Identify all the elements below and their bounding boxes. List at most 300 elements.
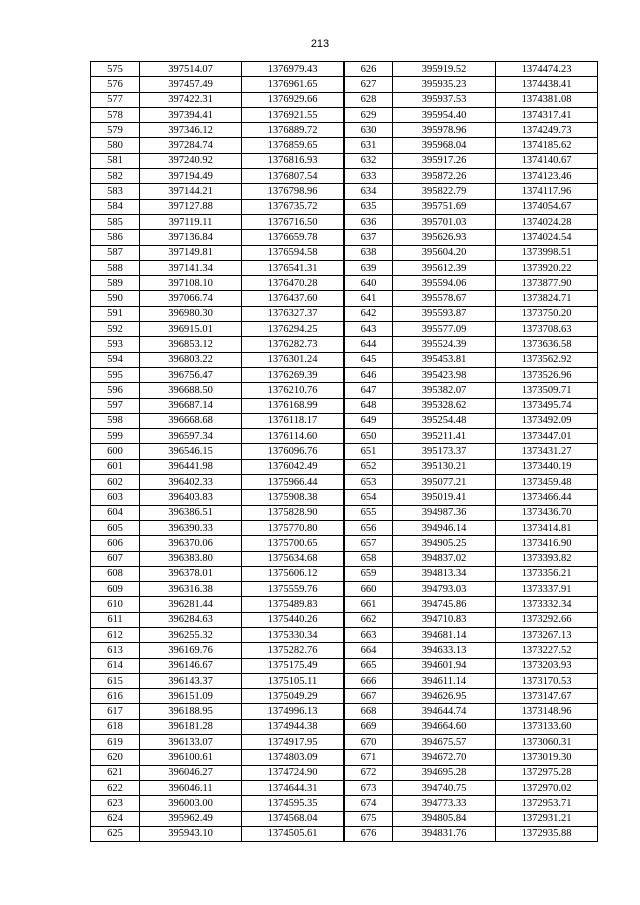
y-coordinate-cell: 1373492.09 [496, 413, 598, 428]
x-coordinate-cell: 397108.10 [140, 276, 242, 291]
x-coordinate-cell: 397240.92 [140, 153, 242, 168]
y-coordinate-cell: 1374724.90 [242, 765, 344, 780]
point-number-cell: 669 [345, 719, 393, 734]
y-coordinate-cell: 1373356.21 [496, 566, 598, 581]
x-coordinate-cell: 396803.22 [140, 352, 242, 367]
y-coordinate-cell: 1376929.66 [242, 92, 344, 107]
y-coordinate-cell: 1372953.71 [496, 796, 598, 811]
x-coordinate-cell: 394672.70 [393, 750, 496, 765]
y-coordinate-cell: 1374505.61 [242, 826, 344, 841]
table-row [345, 704, 598, 719]
point-number-cell: 650 [345, 429, 393, 444]
table-row [345, 429, 598, 444]
point-number-cell: 636 [345, 214, 393, 229]
point-number-cell: 605 [91, 520, 140, 535]
y-coordinate-cell: 1376807.54 [242, 169, 344, 184]
point-number-cell: 584 [91, 199, 140, 214]
y-coordinate-cell: 1374438.41 [496, 77, 598, 92]
y-coordinate-cell: 1373133.60 [496, 719, 598, 734]
x-coordinate-cell: 395968.04 [393, 138, 496, 153]
point-number-cell: 639 [345, 260, 393, 275]
point-number-cell: 579 [91, 123, 140, 138]
table-row [91, 413, 344, 428]
y-coordinate-cell: 1376798.96 [242, 184, 344, 199]
table-row [91, 138, 344, 153]
x-coordinate-cell: 396146.67 [140, 658, 242, 673]
point-number-cell: 600 [91, 444, 140, 459]
table-row [91, 306, 344, 321]
x-coordinate-cell: 396316.38 [140, 582, 242, 597]
table-row [91, 444, 344, 459]
y-coordinate-cell: 1376282.73 [242, 337, 344, 352]
x-coordinate-cell: 396284.63 [140, 612, 242, 627]
point-number-cell: 580 [91, 138, 140, 153]
point-number-cell: 581 [91, 153, 140, 168]
y-coordinate-cell: 1376114.60 [242, 429, 344, 444]
table-row [91, 750, 344, 765]
y-coordinate-cell: 1376659.78 [242, 230, 344, 245]
table-row [345, 627, 598, 642]
point-number-cell: 613 [91, 643, 140, 658]
table-row [345, 750, 598, 765]
point-number-cell: 603 [91, 490, 140, 505]
x-coordinate-cell: 394633.13 [393, 643, 496, 658]
y-coordinate-cell: 1373436.70 [496, 505, 598, 520]
x-coordinate-cell: 395577.09 [393, 322, 496, 337]
y-coordinate-cell: 1372975.28 [496, 765, 598, 780]
table-row [91, 475, 344, 490]
table-row [91, 276, 344, 291]
table-row [345, 444, 598, 459]
x-coordinate-cell: 394695.28 [393, 765, 496, 780]
point-number-cell: 608 [91, 566, 140, 581]
point-number-cell: 591 [91, 306, 140, 321]
x-coordinate-cell: 394837.02 [393, 551, 496, 566]
x-coordinate-cell: 397422.31 [140, 92, 242, 107]
x-coordinate-cell: 395919.52 [393, 62, 496, 77]
point-number-cell: 634 [345, 184, 393, 199]
table-row [91, 337, 344, 352]
table-row [91, 184, 344, 199]
table-row [91, 62, 344, 77]
point-number-cell: 615 [91, 673, 140, 688]
table-row [91, 367, 344, 382]
table-row [91, 383, 344, 398]
x-coordinate-cell: 396546.15 [140, 444, 242, 459]
table-row [345, 673, 598, 688]
y-coordinate-cell: 1373708.63 [496, 322, 598, 337]
table-row [345, 413, 598, 428]
x-coordinate-cell: 394644.74 [393, 704, 496, 719]
x-coordinate-cell: 395943.10 [140, 826, 242, 841]
x-coordinate-cell: 396441.98 [140, 459, 242, 474]
table-row [345, 490, 598, 505]
point-number-cell: 598 [91, 413, 140, 428]
point-number-cell: 665 [345, 658, 393, 673]
y-coordinate-cell: 1373824.71 [496, 291, 598, 306]
point-number-cell: 595 [91, 367, 140, 382]
x-coordinate-cell: 395382.07 [393, 383, 496, 398]
table-row [345, 107, 598, 122]
point-number-cell: 621 [91, 765, 140, 780]
point-number-cell: 606 [91, 536, 140, 551]
point-number-cell: 635 [345, 199, 393, 214]
x-coordinate-cell: 396687.14 [140, 398, 242, 413]
table-row [91, 490, 344, 505]
y-coordinate-cell: 1376541.31 [242, 260, 344, 275]
table-row [345, 765, 598, 780]
x-coordinate-cell: 397457.49 [140, 77, 242, 92]
table-row [91, 291, 344, 306]
table-row [91, 260, 344, 275]
table-row [91, 92, 344, 107]
x-coordinate-cell: 395962.49 [140, 811, 242, 826]
table-row [91, 689, 344, 704]
x-coordinate-cell: 397127.88 [140, 199, 242, 214]
point-number-cell: 668 [345, 704, 393, 719]
coordinates-table-right [344, 61, 598, 842]
x-coordinate-cell: 396383.80 [140, 551, 242, 566]
point-number-cell: 597 [91, 398, 140, 413]
x-coordinate-cell: 395612.39 [393, 260, 496, 275]
y-coordinate-cell: 1375489.83 [242, 597, 344, 612]
point-number-cell: 589 [91, 276, 140, 291]
x-coordinate-cell: 396370.06 [140, 536, 242, 551]
x-coordinate-cell: 394626.95 [393, 689, 496, 704]
table-row [345, 735, 598, 750]
point-number-cell: 675 [345, 811, 393, 826]
point-number-cell: 656 [345, 520, 393, 535]
table-row [91, 153, 344, 168]
point-number-cell: 582 [91, 169, 140, 184]
y-coordinate-cell: 1373998.51 [496, 245, 598, 260]
table-row [345, 475, 598, 490]
y-coordinate-cell: 1373170.53 [496, 673, 598, 688]
table-row [345, 658, 598, 673]
x-coordinate-cell: 397066.74 [140, 291, 242, 306]
y-coordinate-cell: 1376979.43 [242, 62, 344, 77]
point-number-cell: 617 [91, 704, 140, 719]
table-row [91, 765, 344, 780]
y-coordinate-cell: 1374474.23 [496, 62, 598, 77]
table-row [345, 322, 598, 337]
point-number-cell: 607 [91, 551, 140, 566]
table-row [345, 153, 598, 168]
x-coordinate-cell: 394611.14 [393, 673, 496, 688]
table-row [345, 719, 598, 734]
point-number-cell: 593 [91, 337, 140, 352]
y-coordinate-cell: 1376716.50 [242, 214, 344, 229]
x-coordinate-cell: 394987.36 [393, 505, 496, 520]
point-number-cell: 670 [345, 735, 393, 750]
table-row [345, 337, 598, 352]
y-coordinate-cell: 1376269.39 [242, 367, 344, 382]
table-row [91, 169, 344, 184]
y-coordinate-cell: 1375330.34 [242, 627, 344, 642]
x-coordinate-cell: 395822.79 [393, 184, 496, 199]
table-row [91, 536, 344, 551]
table-row [91, 704, 344, 719]
point-number-cell: 663 [345, 627, 393, 642]
point-number-cell: 664 [345, 643, 393, 658]
point-number-cell: 653 [345, 475, 393, 490]
point-number-cell: 614 [91, 658, 140, 673]
y-coordinate-cell: 1373562.92 [496, 352, 598, 367]
y-coordinate-cell: 1372970.02 [496, 780, 598, 795]
x-coordinate-cell: 394805.84 [393, 811, 496, 826]
table-row [345, 796, 598, 811]
y-coordinate-cell: 1373877.90 [496, 276, 598, 291]
point-number-cell: 627 [345, 77, 393, 92]
table-row [345, 612, 598, 627]
table-row [345, 62, 598, 77]
point-number-cell: 661 [345, 597, 393, 612]
point-number-cell: 667 [345, 689, 393, 704]
x-coordinate-cell: 395453.81 [393, 352, 496, 367]
x-coordinate-cell: 397136.84 [140, 230, 242, 245]
table-row [345, 536, 598, 551]
y-coordinate-cell: 1376889.72 [242, 123, 344, 138]
point-number-cell: 671 [345, 750, 393, 765]
table-row [345, 780, 598, 795]
x-coordinate-cell: 396668.68 [140, 413, 242, 428]
table-row [91, 459, 344, 474]
point-number-cell: 583 [91, 184, 140, 199]
table-row [91, 520, 344, 535]
table-row [91, 77, 344, 92]
table-row [345, 398, 598, 413]
point-number-cell: 633 [345, 169, 393, 184]
point-number-cell: 657 [345, 536, 393, 551]
point-number-cell: 676 [345, 826, 393, 841]
point-number-cell: 641 [345, 291, 393, 306]
y-coordinate-cell: 1376168.99 [242, 398, 344, 413]
point-number-cell: 609 [91, 582, 140, 597]
y-coordinate-cell: 1373147.67 [496, 689, 598, 704]
table-row [91, 627, 344, 642]
table-row [345, 689, 598, 704]
y-coordinate-cell: 1374024.54 [496, 230, 598, 245]
y-coordinate-cell: 1373526.96 [496, 367, 598, 382]
y-coordinate-cell: 1374054.67 [496, 199, 598, 214]
y-coordinate-cell: 1374317.41 [496, 107, 598, 122]
table-row [91, 658, 344, 673]
point-number-cell: 662 [345, 612, 393, 627]
y-coordinate-cell: 1375966.44 [242, 475, 344, 490]
x-coordinate-cell: 394946.14 [393, 520, 496, 535]
y-coordinate-cell: 1376294.25 [242, 322, 344, 337]
x-coordinate-cell: 395130.21 [393, 459, 496, 474]
point-number-cell: 674 [345, 796, 393, 811]
x-coordinate-cell: 396188.95 [140, 704, 242, 719]
x-coordinate-cell: 395019.41 [393, 490, 496, 505]
x-coordinate-cell: 395524.39 [393, 337, 496, 352]
y-coordinate-cell: 1375770.80 [242, 520, 344, 535]
y-coordinate-cell: 1373060.31 [496, 735, 598, 750]
table-row [91, 505, 344, 520]
table-row [345, 260, 598, 275]
y-coordinate-cell: 1373466.44 [496, 490, 598, 505]
x-coordinate-cell: 395872.26 [393, 169, 496, 184]
x-coordinate-cell: 396281.44 [140, 597, 242, 612]
point-number-cell: 588 [91, 260, 140, 275]
table-row [345, 230, 598, 245]
x-coordinate-cell: 396915.01 [140, 322, 242, 337]
table-row [345, 123, 598, 138]
x-coordinate-cell: 395935.23 [393, 77, 496, 92]
y-coordinate-cell: 1373148.96 [496, 704, 598, 719]
point-number-cell: 610 [91, 597, 140, 612]
x-coordinate-cell: 396386.51 [140, 505, 242, 520]
x-coordinate-cell: 394793.03 [393, 582, 496, 597]
point-number-cell: 647 [345, 383, 393, 398]
x-coordinate-cell: 394745.86 [393, 597, 496, 612]
point-number-cell: 673 [345, 780, 393, 795]
x-coordinate-cell: 395211.41 [393, 429, 496, 444]
point-number-cell: 640 [345, 276, 393, 291]
table-row [345, 352, 598, 367]
x-coordinate-cell: 395173.37 [393, 444, 496, 459]
table-row [91, 199, 344, 214]
x-coordinate-cell: 397284.74 [140, 138, 242, 153]
x-coordinate-cell: 394831.76 [393, 826, 496, 841]
point-number-cell: 599 [91, 429, 140, 444]
x-coordinate-cell: 395594.06 [393, 276, 496, 291]
point-number-cell: 577 [91, 92, 140, 107]
table-row [91, 245, 344, 260]
y-coordinate-cell: 1373416.90 [496, 536, 598, 551]
table-row [345, 214, 598, 229]
y-coordinate-cell: 1373019.30 [496, 750, 598, 765]
x-coordinate-cell: 397394.41 [140, 107, 242, 122]
x-coordinate-cell: 395626.93 [393, 230, 496, 245]
table-row [345, 367, 598, 382]
y-coordinate-cell: 1373203.93 [496, 658, 598, 673]
x-coordinate-cell: 395423.98 [393, 367, 496, 382]
table-row [345, 245, 598, 260]
x-coordinate-cell: 396046.11 [140, 780, 242, 795]
x-coordinate-cell: 396100.61 [140, 750, 242, 765]
table-row [91, 214, 344, 229]
x-coordinate-cell: 396853.12 [140, 337, 242, 352]
y-coordinate-cell: 1375700.65 [242, 536, 344, 551]
table-row [91, 796, 344, 811]
x-coordinate-cell: 394675.57 [393, 735, 496, 750]
y-coordinate-cell: 1375175.49 [242, 658, 344, 673]
x-coordinate-cell: 394740.75 [393, 780, 496, 795]
x-coordinate-cell: 395978.96 [393, 123, 496, 138]
table-row [345, 643, 598, 658]
x-coordinate-cell: 396378.01 [140, 566, 242, 581]
y-coordinate-cell: 1374996.13 [242, 704, 344, 719]
table-row [345, 199, 598, 214]
y-coordinate-cell: 1374644.31 [242, 780, 344, 795]
point-number-cell: 619 [91, 735, 140, 750]
table-row [91, 322, 344, 337]
table-row [345, 138, 598, 153]
table-row [345, 92, 598, 107]
y-coordinate-cell: 1376961.65 [242, 77, 344, 92]
point-number-cell: 616 [91, 689, 140, 704]
y-coordinate-cell: 1375105.11 [242, 673, 344, 688]
y-coordinate-cell: 1374917.95 [242, 735, 344, 750]
table-row [345, 383, 598, 398]
point-number-cell: 629 [345, 107, 393, 122]
table-row [345, 826, 598, 841]
point-number-cell: 652 [345, 459, 393, 474]
y-coordinate-cell: 1375606.12 [242, 566, 344, 581]
x-coordinate-cell: 395751.69 [393, 199, 496, 214]
y-coordinate-cell: 1376118.17 [242, 413, 344, 428]
point-number-cell: 604 [91, 505, 140, 520]
y-coordinate-cell: 1373337.91 [496, 582, 598, 597]
y-coordinate-cell: 1373440.19 [496, 459, 598, 474]
table-row [345, 551, 598, 566]
point-number-cell: 585 [91, 214, 140, 229]
table-row [345, 566, 598, 581]
point-number-cell: 586 [91, 230, 140, 245]
point-number-cell: 646 [345, 367, 393, 382]
point-number-cell: 626 [345, 62, 393, 77]
x-coordinate-cell: 394681.14 [393, 627, 496, 642]
y-coordinate-cell: 1376594.58 [242, 245, 344, 260]
y-coordinate-cell: 1374140.67 [496, 153, 598, 168]
point-number-cell: 602 [91, 475, 140, 490]
x-coordinate-cell: 396151.09 [140, 689, 242, 704]
table-row [91, 352, 344, 367]
point-number-cell: 623 [91, 796, 140, 811]
y-coordinate-cell: 1373495.74 [496, 398, 598, 413]
x-coordinate-cell: 395077.21 [393, 475, 496, 490]
y-coordinate-cell: 1373459.48 [496, 475, 598, 490]
point-number-cell: 672 [345, 765, 393, 780]
x-coordinate-cell: 395593.87 [393, 306, 496, 321]
table-row [91, 673, 344, 688]
y-coordinate-cell: 1373414.81 [496, 520, 598, 535]
point-number-cell: 648 [345, 398, 393, 413]
table-row [345, 582, 598, 597]
x-coordinate-cell: 397141.34 [140, 260, 242, 275]
y-coordinate-cell: 1373227.52 [496, 643, 598, 658]
y-coordinate-cell: 1373447.01 [496, 429, 598, 444]
point-number-cell: 660 [345, 582, 393, 597]
y-coordinate-cell: 1373750.20 [496, 306, 598, 321]
table-row [91, 735, 344, 750]
point-number-cell: 624 [91, 811, 140, 826]
point-number-cell: 576 [91, 77, 140, 92]
y-coordinate-cell: 1376470.28 [242, 276, 344, 291]
table-row [91, 123, 344, 138]
table-row [91, 582, 344, 597]
y-coordinate-cell: 1374117.96 [496, 184, 598, 199]
x-coordinate-cell: 394710.83 [393, 612, 496, 627]
x-coordinate-cell: 394813.34 [393, 566, 496, 581]
x-coordinate-cell: 395578.67 [393, 291, 496, 306]
x-coordinate-cell: 397514.07 [140, 62, 242, 77]
x-coordinate-cell: 397194.49 [140, 169, 242, 184]
point-number-cell: 632 [345, 153, 393, 168]
point-number-cell: 643 [345, 322, 393, 337]
point-number-cell: 590 [91, 291, 140, 306]
x-coordinate-cell: 394664.60 [393, 719, 496, 734]
x-coordinate-cell: 397346.12 [140, 123, 242, 138]
point-number-cell: 587 [91, 245, 140, 260]
table-row [91, 551, 344, 566]
y-coordinate-cell: 1376042.49 [242, 459, 344, 474]
x-coordinate-cell: 396003.00 [140, 796, 242, 811]
table-row [91, 612, 344, 627]
y-coordinate-cell: 1373332.34 [496, 597, 598, 612]
